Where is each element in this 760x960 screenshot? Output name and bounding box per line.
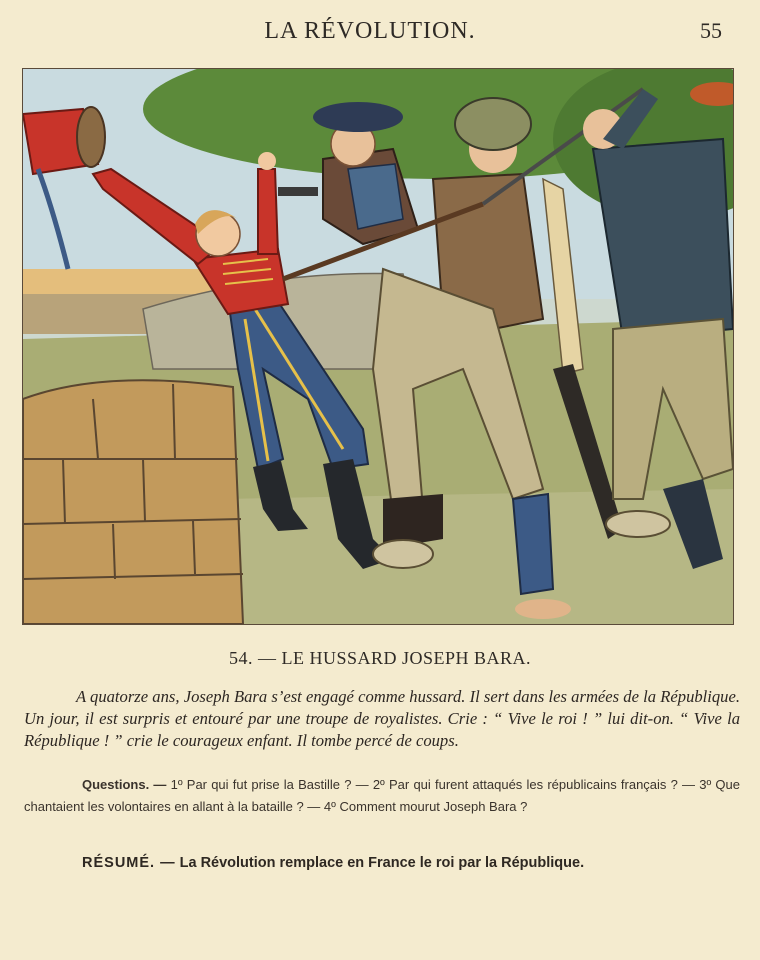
bare-foot (515, 599, 571, 619)
illustration-scene (23, 69, 733, 624)
story-paragraph: A quatorze ans, Joseph Bara s’est engagé comme hussard. Il sert dans les armées de la République. Un jour, il est surpris et entouré par une troupe de royalistes. Crie : “ Vive le roi ! ” lui dit-on. “ Vive la République ! ” crie le courageux enfant. Il tombe percé de coups. (24, 687, 740, 750)
running-title: LA RÉVOLUTION. (264, 18, 476, 44)
resume-label: RÉSUMÉ. — (82, 855, 176, 871)
questions-text: 1º Par qui fut prise la Bastille ? — 2º Par qui furent attaqués les républicains français ? — 3º Que chantaient les volontaires en allant à la bataille ? — 4º Comment mourut Joseph Bara ? (24, 777, 740, 814)
royalist-hat (313, 102, 403, 132)
clog-right (606, 511, 670, 537)
stone-pillar (23, 380, 243, 624)
hussar-arm-up (258, 169, 278, 254)
resume-paragraph (24, 852, 740, 874)
clog-left (373, 540, 433, 568)
resume-text: La Révolution remplace en France le roi par la République. (175, 855, 585, 871)
page-number: 55 (700, 18, 722, 43)
questions-paragraph (24, 774, 740, 818)
illustration (22, 68, 734, 625)
pistol (278, 187, 318, 196)
peasant-hat (455, 98, 531, 150)
questions-label: Questions. — (82, 777, 167, 792)
hussar-hand-up (258, 152, 276, 170)
illustration-caption: 54. — LE HUSSARD JOSEPH BARA. (228, 648, 532, 668)
foreground-grass (223, 489, 733, 624)
